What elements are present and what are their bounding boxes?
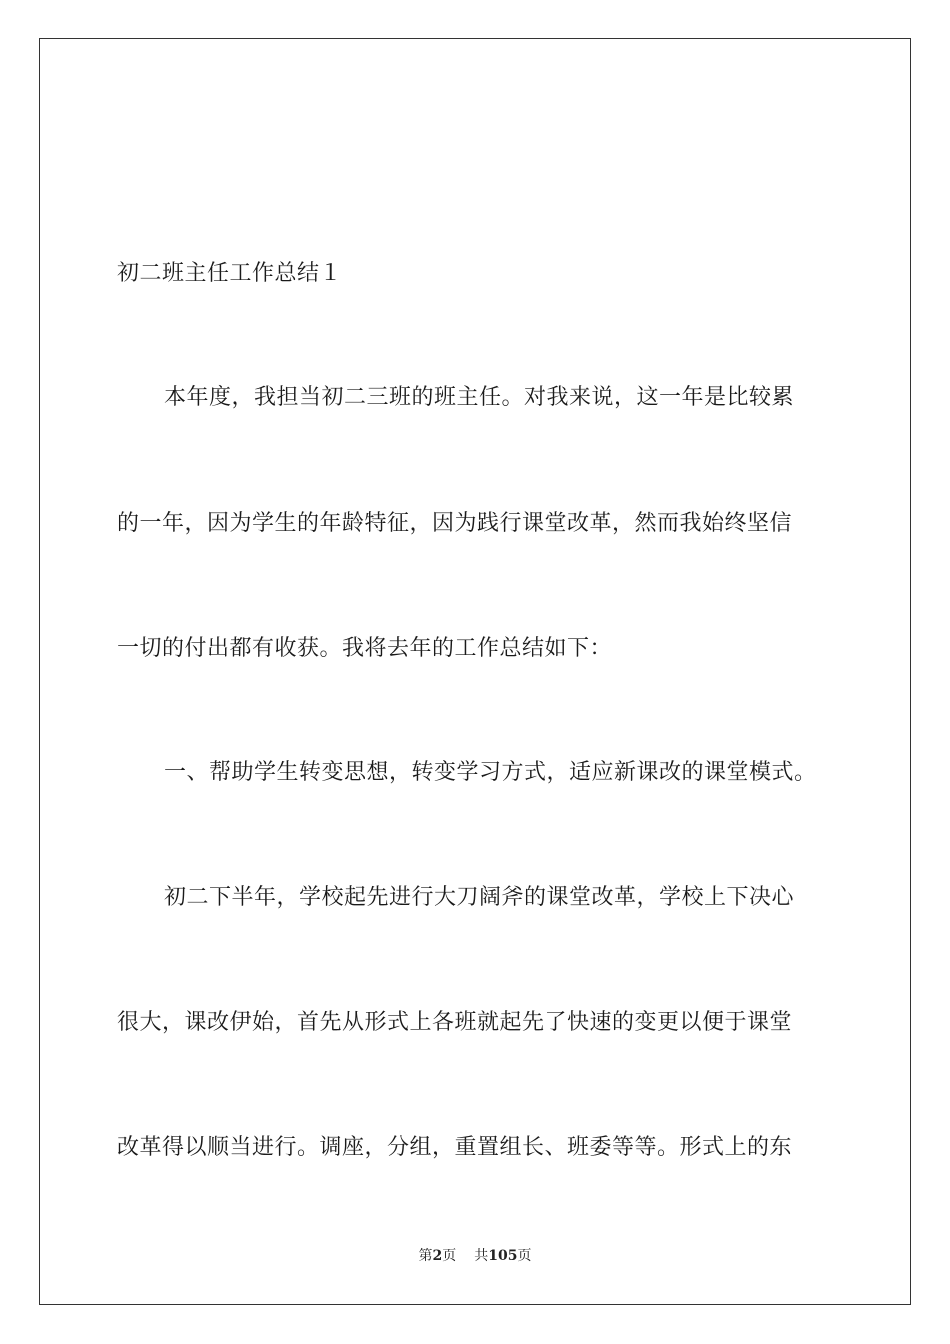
paragraph-line: 初二下半年，学校起先进行大刀阔斧的课堂改革，学校上下决心 — [164, 885, 795, 910]
paragraph-line: 本年度，我担当初二三班的班主任。对我来说，这一年是比较累 — [164, 385, 795, 410]
section-heading: 一、帮助学生转变思想，转变学习方式，适应新课改的课堂模式。 — [164, 760, 817, 785]
page-suffix: 页 — [442, 1248, 457, 1264]
page-border — [39, 38, 911, 1305]
total-prefix: 共 — [474, 1248, 489, 1264]
document-title: 初二班主任工作总结１ — [117, 261, 343, 286]
paragraph-line: 一切的付出都有收获。我将去年的工作总结如下： — [117, 636, 613, 661]
paragraph-line: 的一年，因为学生的年龄特征，因为践行课堂改革，然而我始终坚信 — [117, 511, 793, 536]
paragraph-line: 很大，课改伊始，首先从形式上各班就起先了快速的变更以便于课堂 — [117, 1010, 793, 1035]
page-prefix: 第 — [418, 1248, 433, 1264]
total-suffix: 页 — [517, 1248, 532, 1264]
total-pages: 105 — [488, 1248, 518, 1264]
page-footer — [0, 1246, 950, 1266]
paragraph-line: 改革得以顺当进行。调座，分组，重置组长、班委等等。形式上的东 — [117, 1135, 793, 1160]
page-number: 2 — [432, 1248, 443, 1264]
